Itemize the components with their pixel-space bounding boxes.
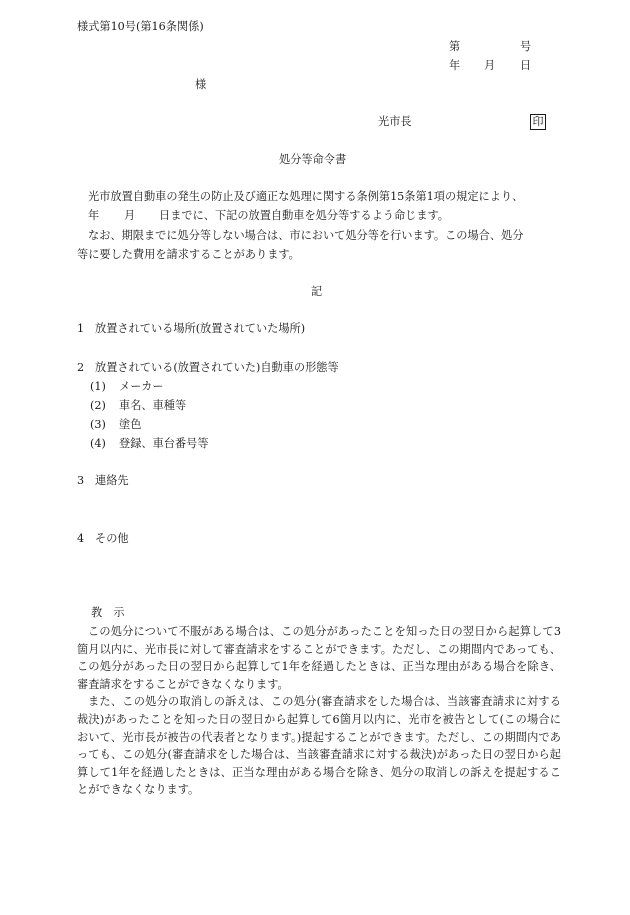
body-line-2-rest: 日までに、下記の放置自動車を処分等するよう命じます。 (159, 209, 449, 222)
item-1-label: 放置されている場所(放置されていた場所) (95, 322, 306, 335)
item-2-number: 2 (77, 361, 85, 374)
doc-number-go: 号 (520, 40, 532, 53)
sub-item-label: メーカー (119, 380, 164, 393)
seal-mark: 印 (530, 114, 546, 130)
date-year: 年 (449, 59, 461, 72)
notice-heading: 教 示 (91, 606, 125, 619)
issuer-name: 光市長 (378, 115, 412, 128)
sub-item-label: 車名、車種等 (119, 399, 187, 412)
item-1-number: 1 (77, 322, 85, 335)
item-4-label: その他 (95, 532, 129, 545)
doc-number-dai: 第 (449, 40, 461, 53)
document-title: 処分等命令書 (279, 153, 347, 166)
notice-paragraph-1: この処分について不服がある場合は、この処分があったことを知った日の翌日から起算して3箇月以内に、光市長に対して審査請求をすることができます。ただし、この期間内であっても、この処分があった日の翌日から起算して1年を経過したときは、正当な理由がある場合を除き、審査請求をすることができなくなります。 (77, 625, 561, 691)
sub-item-number: (3) (90, 418, 106, 431)
addressee-suffix: 様 (195, 78, 207, 91)
body-line-2-year: 年 (88, 209, 100, 222)
sub-item-number: (2) (90, 399, 106, 412)
item-4-number: 4 (77, 532, 85, 545)
notice-body (77, 623, 561, 799)
item-2-label: 放置されている(放置されていた)自動車の形態等 (95, 361, 339, 374)
date-month: 月 (484, 59, 496, 72)
body-line-1: 光市放置自動車の発生の防止及び適正な処理に関する条例第15条第1項の規定により、 (88, 190, 524, 203)
sub-item-label: 塗色 (119, 418, 142, 431)
sub-item-number: (1) (90, 380, 106, 393)
item-3-label: 連絡先 (95, 474, 129, 487)
sub-item-label: 登録、車台番号等 (119, 437, 209, 450)
ki-heading: 記 (311, 285, 323, 298)
notice-paragraph-2: また、この処分の取消しの訴えは、この処分(審査請求をした場合は、当該審査請求に対する裁決)があったことを知った日の翌日から起算して6箇月以内に、光市を被告として(この場合において、光市長が被告の代表者となります。)提起することができます。ただし、この期間内であっても、この処分(審査請求をした場合は、当該審査請求に対する裁決)があった日の翌日から起算して1年を経過したときは、正当な理由がある場合を除き、処分の取消しの訴えを提起することができなくなります。 (77, 695, 561, 797)
item-3-number: 3 (77, 474, 85, 487)
sub-item-number: (4) (90, 437, 106, 450)
form-number: 様式第10号(第16条関係) (77, 20, 204, 33)
date-day: 日 (520, 59, 532, 72)
body-line-2-month: 月 (124, 209, 136, 222)
body-line-3: なお、期限までに処分等しない場合は、市において処分等を行います。この場合、処分 (88, 229, 524, 242)
body-line-4: 等に要した費用を請求することがあります。 (77, 248, 300, 261)
